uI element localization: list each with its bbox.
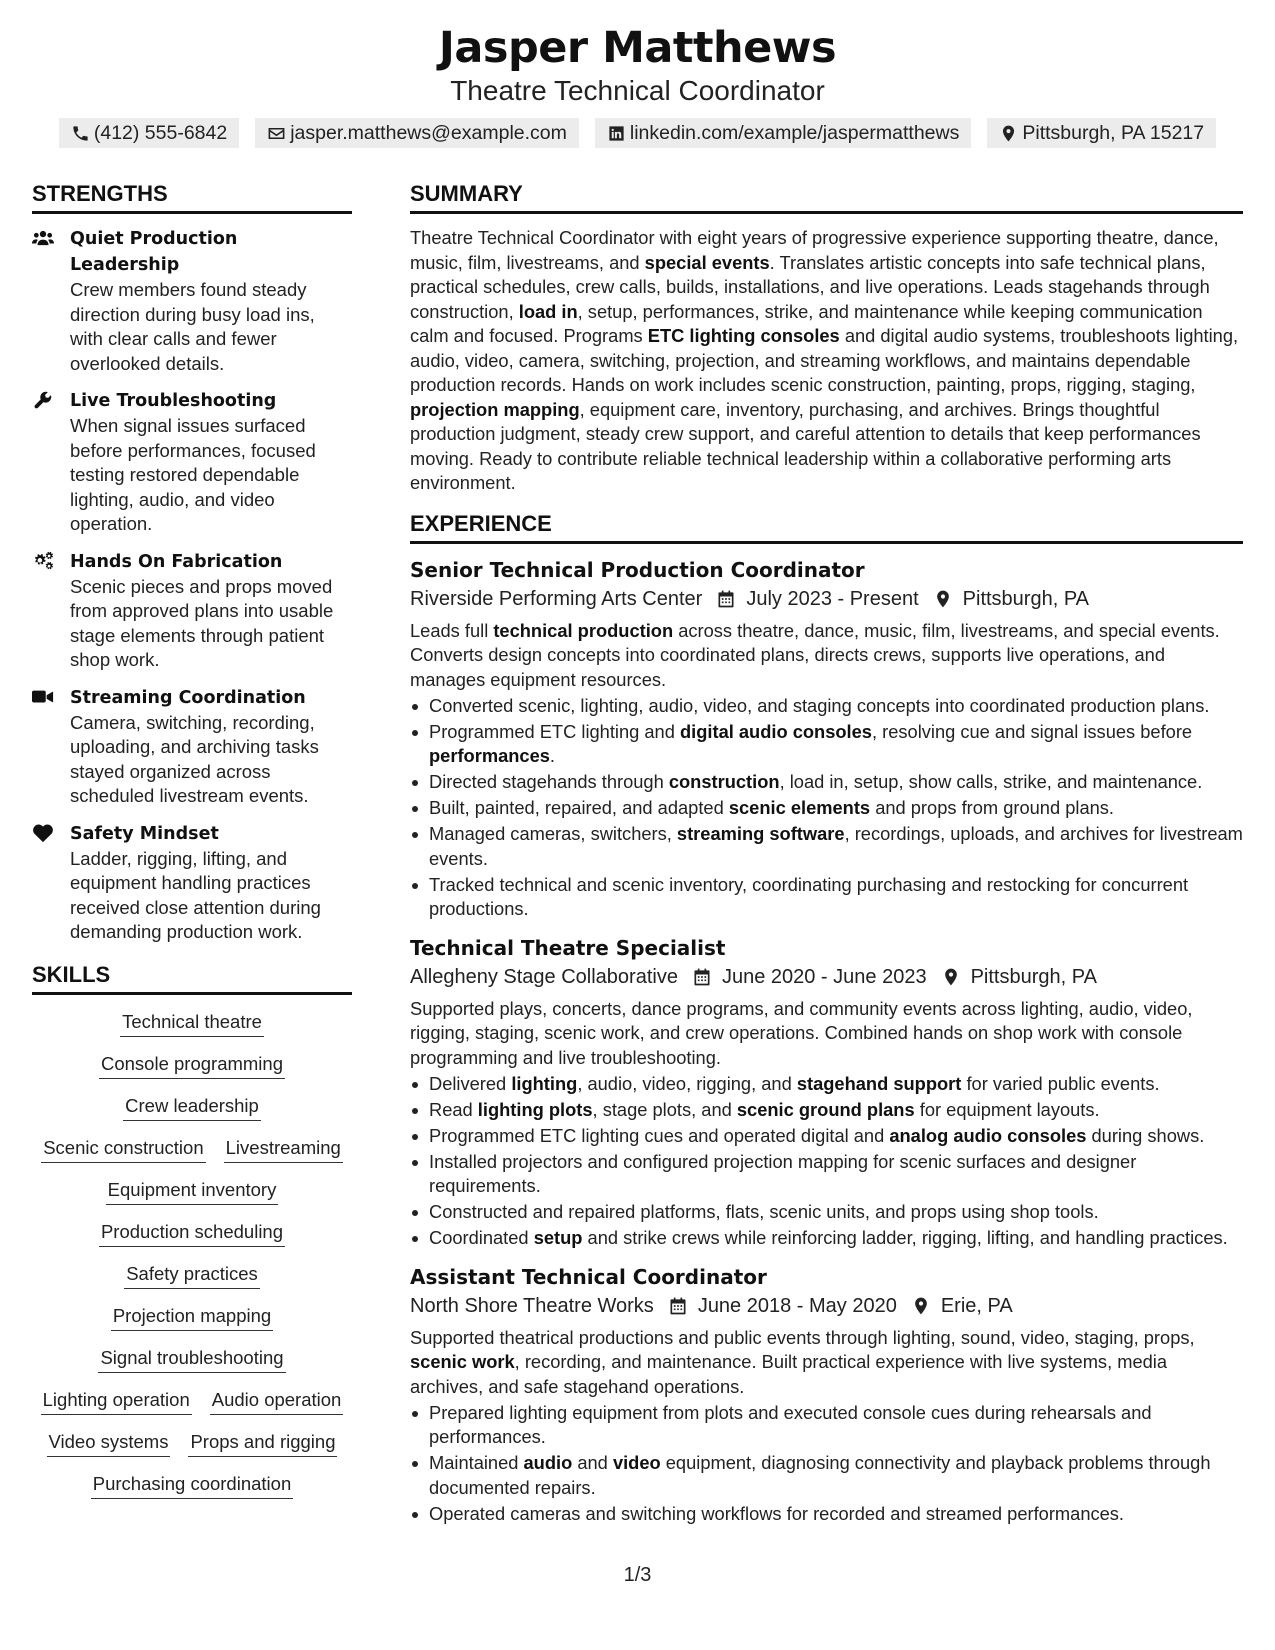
calendar-icon: [668, 1296, 688, 1316]
skills-list: [32, 1009, 352, 1499]
right-column: [410, 180, 1243, 1538]
bullet-item: Read lighting plots, stage plots, and scenic ground plans for equipment layouts.: [410, 1098, 1243, 1123]
job-entry: [410, 556, 1243, 922]
wrench-icon: [32, 390, 54, 410]
job-title: Senior Technical Production Coordinator: [410, 557, 865, 582]
job-bullets: [410, 1401, 1243, 1527]
strength-item: [32, 821, 352, 945]
job-location: Pittsburgh, PA: [970, 965, 1097, 988]
map-pin-icon: [941, 967, 961, 987]
job-location: Erie, PA: [940, 1294, 1013, 1317]
map-pin-icon: [911, 1296, 931, 1316]
bullet-item: Maintained audio and video equipment, diagnosing connectivity and playback problems through documented repairs.: [410, 1451, 1243, 1500]
map-pin-icon: [933, 589, 953, 609]
summary-heading: SUMMARY: [410, 180, 1243, 214]
job-meta: [410, 1291, 1243, 1321]
skill-tag: Crew leadership: [123, 1093, 261, 1121]
experience-heading: EXPERIENCE: [410, 510, 1243, 544]
strength-title: Quiet Production Leadership: [70, 229, 238, 275]
skill-tag: Projection mapping: [111, 1303, 273, 1331]
linkedin-icon: [607, 124, 626, 143]
job-organization: Riverside Performing Arts Center: [410, 587, 703, 610]
strength-item: [32, 549, 352, 673]
video-camera-icon: [32, 687, 54, 707]
skill-tag: Lighting operation: [41, 1387, 192, 1415]
job-description: Leads full technical production across theatre, dance, music, film, livestreams, and special events. Converts design concepts into coordinated plans, directs crews, supports live operations, and manages equipment resources.: [410, 619, 1220, 690]
job-bullets: [410, 1072, 1243, 1251]
skill-tag: Scenic construction: [41, 1135, 205, 1163]
contact-linkedin-text: linkedin.com/example/jaspermatthews: [629, 122, 960, 144]
skill-tag: Safety practices: [124, 1261, 260, 1289]
skill-tag: Livestreaming: [224, 1135, 343, 1163]
bullet-item: Delivered lighting, audio, video, rigging, and stagehand support for varied public events.: [410, 1072, 1243, 1097]
job-entry: [410, 934, 1243, 1251]
skills-heading: SKILLS: [32, 961, 352, 995]
envelope-icon: [267, 124, 286, 143]
strength-item: [32, 685, 352, 809]
calendar-icon: [692, 967, 712, 987]
contact-linkedin[interactable]: [595, 118, 971, 148]
bullet-item: Tracked technical and scenic inventory, coordinating purchasing and restocking for concurrent productions.: [410, 873, 1243, 922]
strength-title: Streaming Coordination: [70, 687, 306, 708]
strength-description: Scenic pieces and props moved from approved plans into usable stage elements through patient shop work.: [70, 575, 334, 670]
strength-title: Live Troubleshooting: [70, 391, 277, 411]
skill-tag: Production scheduling: [99, 1219, 285, 1247]
left-column: [32, 180, 352, 1513]
strength-description: Crew members found steady direction during busy load ins, with clear calls and fewer overlooked details.: [70, 279, 315, 374]
bullet-item: Programmed ETC lighting and digital audio consoles, resolving cue and signal issues before performances.: [410, 720, 1243, 769]
strength-item: [32, 388, 352, 537]
job-organization: North Shore Theatre Works: [410, 1294, 654, 1317]
job-dates: July 2023 - Present: [746, 587, 919, 610]
bullet-item: Converted scenic, lighting, audio, video, and staging concepts into coordinated production plans.: [410, 694, 1243, 719]
job-meta: [410, 584, 1243, 614]
skill-tag: Signal troubleshooting: [98, 1345, 285, 1373]
resume-header: [0, 22, 1275, 148]
bullet-item: Installed projectors and configured projection mapping for scenic surfaces and designer requirements.: [410, 1150, 1243, 1199]
candidate-headline: Theatre Technical Coordinator: [450, 75, 825, 106]
strength-item: [32, 226, 352, 376]
job-meta: [410, 962, 1243, 992]
bullet-item: Coordinated setup and strike crews while reinforcing ladder, rigging, lifting, and handling practices.: [410, 1226, 1243, 1251]
strength-description: Camera, switching, recording, uploading, and archiving tasks stayed organized across scheduled livestream events.: [70, 711, 319, 806]
skill-tag: Props and rigging: [188, 1429, 337, 1457]
summary-text: Theatre Technical Coordinator with eight years of progressive experience supporting theatre, dance, music, film, livestreams, and special events. Translates artistic concepts into safe technical plans, practical schedules, crew calls, builds, installations, and live operations. Leads stagehands through construction, load in, setup, performances, strike, and maintenance while keeping communication calm and focused. Programs ETC lighting consoles and digital audio systems, troubleshoots lighting, audio, video, camera, switching, projection, and streaming workflows, and maintains dependable production records. Hands on work includes scenic construction, painting, props, rigging, staging, projection mapping, equipment care, inventory, purchasing, and archives. Brings thoughtful production judgment, steady crew support, and careful attention to details that keep performances moving. Ready to contribute reliable technical leadership within a collaborative performing arts environment.: [410, 227, 1239, 493]
heart-icon: [32, 823, 54, 843]
job-title: Assistant Technical Coordinator: [410, 1264, 767, 1289]
calendar-icon: [716, 589, 736, 609]
bullet-item: Operated cameras and switching workflows for recorded and streamed performances.: [410, 1502, 1243, 1527]
contact-phone-text: (412) 555-6842: [93, 122, 228, 144]
skill-tag: Technical theatre: [120, 1009, 264, 1037]
skill-tag: Audio operation: [210, 1387, 344, 1415]
gears-icon: [32, 551, 54, 571]
strength-title: Safety Mindset: [70, 823, 219, 844]
job-dates: June 2020 - June 2023: [721, 965, 927, 988]
strength-title: Hands On Fabrication: [70, 551, 283, 572]
skill-tag: Purchasing coordination: [91, 1471, 294, 1499]
bullet-item: Constructed and repaired platforms, flats, scenic units, and props using shop tools.: [410, 1200, 1243, 1225]
phone-icon: [71, 124, 90, 143]
job-dates: June 2018 - May 2020: [697, 1294, 897, 1317]
job-description: Supported theatrical productions and public events through lighting, sound, video, staging, props, scenic work, recording, and maintenance. Built practical experience with live systems, media archives, and safe stagehand operations.: [410, 1326, 1195, 1397]
contact-location: [987, 118, 1216, 148]
contact-phone[interactable]: [59, 118, 239, 148]
strength-description: When signal issues surfaced before performances, focused testing restored dependable lighting, audio, and video operation.: [70, 415, 316, 534]
skill-tag: Console programming: [99, 1051, 285, 1079]
job-entry: [410, 1263, 1243, 1527]
job-organization: Allegheny Stage Collaborative: [410, 965, 678, 988]
contact-email-text: jasper.matthews@example.com: [290, 122, 567, 144]
page-number: 1/3: [623, 1564, 652, 1586]
strengths-heading: STRENGTHS: [32, 180, 352, 214]
bullet-item: Programmed ETC lighting cues and operated digital and analog audio consoles during shows.: [410, 1124, 1243, 1149]
job-description: Supported plays, concerts, dance programs, and community events across lighting, audio, video, rigging, staging, scenic work, and crew operations. Combined hands on shop work with console programming and live troubleshooting.: [410, 997, 1193, 1068]
skill-tag: Equipment inventory: [106, 1177, 279, 1205]
map-pin-icon: [999, 124, 1018, 143]
users-icon: [32, 228, 54, 248]
candidate-name: Jasper Matthews: [438, 23, 837, 73]
job-location: Pittsburgh, PA: [962, 587, 1090, 610]
job-bullets: [410, 694, 1243, 922]
strength-description: Ladder, rigging, lifting, and equipment handling practices received close attention during demanding production work.: [70, 847, 321, 942]
skill-tag: Video systems: [47, 1429, 171, 1457]
contact-bar: [0, 118, 1275, 148]
bullet-item: Managed cameras, switchers, streaming software, recordings, uploads, and archives for livestream events.: [410, 822, 1243, 871]
bullet-item: Prepared lighting equipment from plots and executed console cues during rehearsals and performances.: [410, 1401, 1243, 1450]
job-title: Technical Theatre Specialist: [410, 935, 726, 960]
bullet-item: Directed stagehands through construction, load in, setup, show calls, strike, and maintenance.: [410, 770, 1243, 795]
bullet-item: Built, painted, repaired, and adapted scenic elements and props from ground plans.: [410, 796, 1243, 821]
contact-location-text: Pittsburgh, PA 15217: [1022, 122, 1205, 144]
contact-email[interactable]: [255, 118, 579, 148]
